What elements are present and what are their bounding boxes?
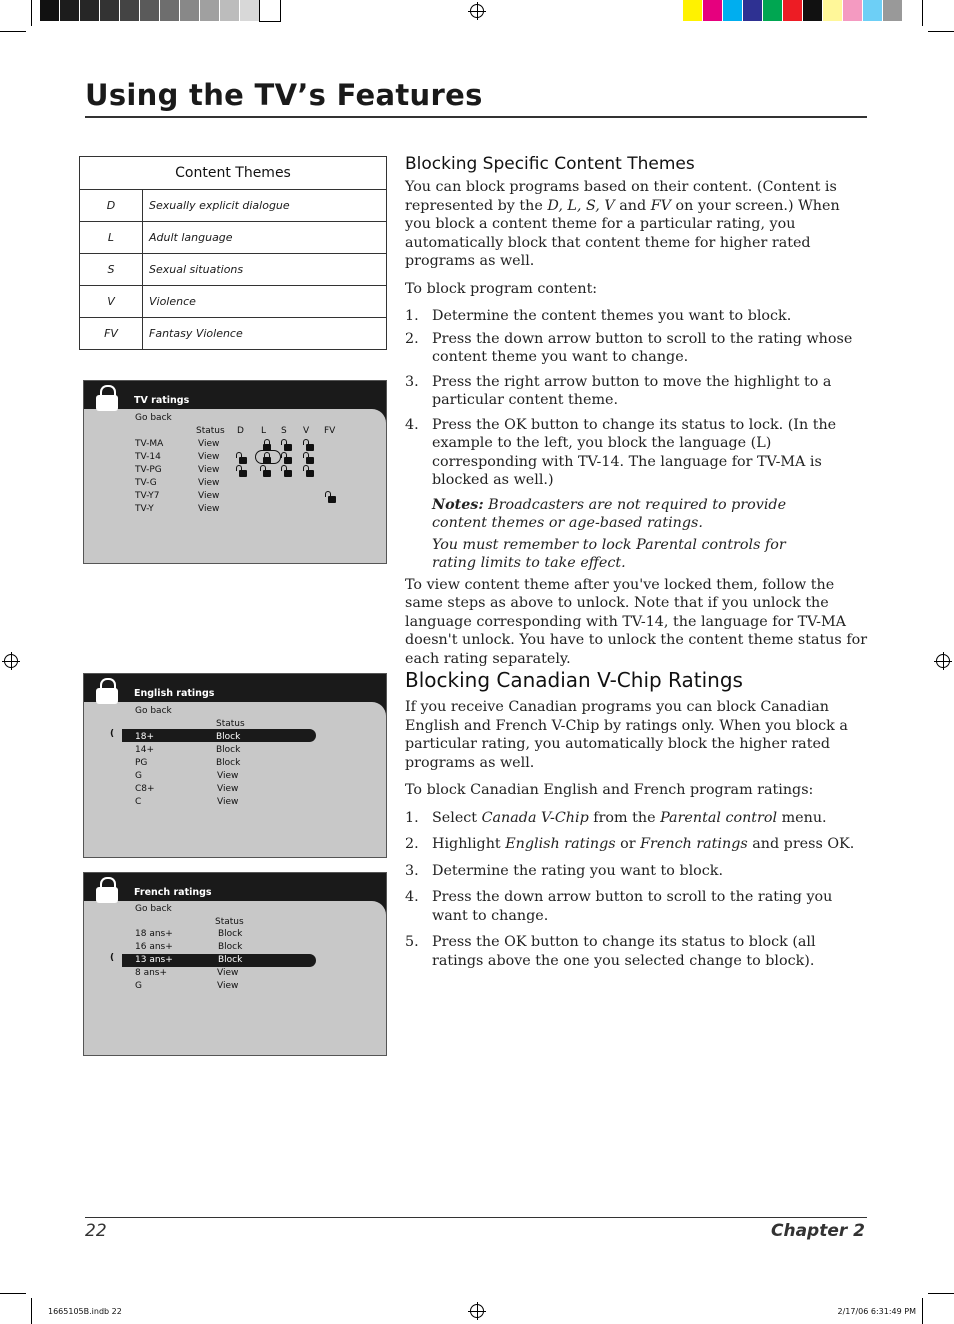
theme-desc: Sexual situations <box>143 254 387 286</box>
padlock-icon <box>96 678 120 704</box>
rating-label[interactable]: C <box>135 797 142 807</box>
paragraph: To view content theme after you've locked them, follow the same steps as above to unlock. Note that if you unlock the language corresponding with TV-14, the language for TV-MA doesn't unlock. You have to unlock the content theme status for each rating separately. <box>405 576 868 667</box>
registration-mark-icon <box>470 1304 484 1318</box>
steps-list <box>405 307 870 490</box>
color-swatch <box>120 0 140 21</box>
crop-mark <box>31 1298 32 1324</box>
page-number: 22 <box>85 1221 107 1241</box>
rating-status[interactable]: Block <box>216 732 241 742</box>
rating-status[interactable]: View <box>198 504 220 514</box>
rating-status[interactable]: View <box>198 439 220 449</box>
list-item: 5. Press the OK button to change its status to block (all ratings above the one you selected change to block). <box>405 934 816 969</box>
table-row <box>80 286 387 318</box>
rating-label[interactable]: PG <box>135 758 148 768</box>
color-swatch <box>200 0 220 21</box>
padlock-icon <box>96 877 120 903</box>
section1-body <box>405 178 870 677</box>
color-swatch <box>763 0 783 21</box>
list-item: 3. Determine the rating you want to block. <box>405 862 723 879</box>
rating-label[interactable]: 18 ans+ <box>135 929 173 939</box>
steps-list <box>405 809 870 971</box>
section-heading: Blocking Specific Content Themes <box>405 154 695 174</box>
rating-status[interactable]: View <box>217 784 239 794</box>
rating-label[interactable]: TV-Y7 <box>135 491 160 501</box>
rating-label[interactable]: 16 ans+ <box>135 942 173 952</box>
footer-rule <box>85 1217 867 1218</box>
rating-label[interactable]: 13 ans+ <box>135 955 173 965</box>
rating-label[interactable]: C8+ <box>135 784 155 794</box>
status-header: Status <box>196 426 225 436</box>
rating-status[interactable]: View <box>198 491 220 501</box>
padlock-icon <box>96 385 120 411</box>
rating-status[interactable]: View <box>217 771 239 781</box>
crop-mark <box>928 1293 954 1294</box>
rating-label[interactable]: G <box>135 981 142 991</box>
color-swatch <box>140 0 160 21</box>
lock-open-icon[interactable] <box>306 457 314 464</box>
registration-mark-icon <box>470 4 484 18</box>
color-swatch <box>783 0 803 21</box>
crop-mark <box>922 1298 923 1324</box>
rating-status[interactable]: View <box>217 968 239 978</box>
lock-open-icon[interactable] <box>306 444 314 451</box>
screen-title: English ratings <box>134 688 215 699</box>
color-swatch <box>80 0 100 21</box>
color-swatch <box>100 0 120 21</box>
color-swatch <box>683 0 703 21</box>
color-swatch <box>260 0 280 21</box>
go-back-item[interactable]: Go back <box>135 904 172 914</box>
list-item: 1. Determine the content themes you want to block. <box>405 308 792 324</box>
paragraph: To block Canadian English and French program ratings: <box>405 782 814 798</box>
page-title: Using the TV’s Features <box>85 78 483 112</box>
theme-code: L <box>80 222 143 254</box>
rating-label[interactable]: TV-G <box>135 478 157 488</box>
list-item: 3. Press the right arrow button to move the highlight to a particular content theme. <box>405 373 832 408</box>
col-header-s: S <box>281 426 287 436</box>
rating-label[interactable]: TV-MA <box>135 439 164 449</box>
rating-status[interactable]: Block <box>218 929 243 939</box>
lock-open-icon[interactable] <box>239 457 247 464</box>
lock-open-icon[interactable] <box>306 470 314 477</box>
color-swatch <box>863 0 883 21</box>
col-header-l: L <box>261 426 267 436</box>
crop-mark <box>0 1293 26 1294</box>
col-header-fv: FV <box>324 426 336 436</box>
gray-calibration-bar <box>40 0 280 21</box>
rating-status[interactable]: View <box>198 478 220 488</box>
color-swatch <box>160 0 180 21</box>
color-swatch <box>843 0 863 21</box>
table-row <box>80 318 387 350</box>
color-swatch <box>220 0 240 21</box>
list-item: 4. Press the down arrow button to scroll to the rating you want to change. <box>405 889 833 924</box>
paragraph: To block program content: <box>405 280 598 297</box>
crop-mark <box>922 0 923 26</box>
theme-desc: Fantasy Violence <box>143 318 387 350</box>
screen-title: French ratings <box>134 887 212 898</box>
paragraph: If you receive Canadian programs you can block Canadian English and French V-Chip by ratings only. When you block a particular rating, you automatically block the higher rated programs as well. <box>405 699 848 771</box>
rating-label[interactable]: TV-14 <box>135 452 161 462</box>
rating-label[interactable]: TV-PG <box>135 465 162 475</box>
tv-ratings-screen <box>83 380 387 564</box>
section2-body <box>405 698 870 970</box>
status-header: Status <box>215 917 244 927</box>
rating-status[interactable]: View <box>217 797 239 807</box>
registration-mark-icon <box>4 654 18 668</box>
lock-open-icon[interactable] <box>263 470 271 477</box>
selection-arrow-icon: ( <box>110 729 115 739</box>
color-swatch <box>803 0 823 21</box>
rating-label[interactable]: 18+ <box>135 732 154 742</box>
color-swatch <box>60 0 80 21</box>
list-item: 2. Highlight English ratings or French ratings and press OK. <box>405 836 855 852</box>
table-row <box>80 222 387 254</box>
crop-mark <box>0 31 26 32</box>
chapter-label: Chapter 2 <box>770 1221 865 1241</box>
list-item: 4. Press the OK button to change its status to lock. (In the example to the left, you block the language (L) corresponding with TV-14. The language for TV-MA is blocked as well.) <box>405 416 837 488</box>
col-header-d: D <box>237 426 244 436</box>
content-themes-header: Content Themes <box>80 157 387 190</box>
rating-label[interactable]: G <box>135 771 142 781</box>
color-swatch <box>723 0 743 21</box>
screen-title: TV ratings <box>134 395 190 406</box>
content-themes-table <box>79 156 387 350</box>
theme-code: FV <box>80 318 143 350</box>
rating-label[interactable]: 8 ans+ <box>135 968 168 978</box>
theme-code: D <box>80 190 143 222</box>
color-swatch <box>743 0 763 21</box>
selection-arrow-icon: ( <box>110 953 115 963</box>
color-swatch <box>823 0 843 21</box>
english-ratings-screen <box>83 673 387 858</box>
table-row <box>80 254 387 286</box>
color-swatch <box>883 0 903 21</box>
note: You must remember to lock Parental controls for rating limits to take effect. <box>432 536 786 571</box>
lock-open-icon[interactable] <box>239 470 247 477</box>
rating-status[interactable]: View <box>198 452 220 462</box>
title-rule <box>85 116 867 118</box>
lock-open-icon[interactable] <box>284 457 292 464</box>
list-item: 1. Select Canada V-Chip from the Parental control menu. <box>405 809 827 826</box>
rating-status[interactable]: View <box>198 465 220 475</box>
rating-label[interactable]: TV-Y <box>135 504 154 514</box>
lock-closed-icon[interactable] <box>263 457 271 464</box>
color-swatch <box>40 0 60 21</box>
theme-code: V <box>80 286 143 318</box>
rating-status[interactable]: Block <box>218 955 243 965</box>
color-swatch <box>240 0 260 21</box>
col-header-v: V <box>303 426 310 436</box>
lock-open-icon[interactable] <box>284 444 292 451</box>
paragraph: You can block programs based on their content. (Content is represented by the D, L, S, V and FV on your screen.) When you block a content theme for a particular rating, you automatically block that content theme for higher rated programs as well. <box>405 179 840 269</box>
list-item: 2. Press the down arrow button to scroll to the rating whose content theme you want to change. <box>405 330 853 365</box>
theme-desc: Sexually explicit dialogue <box>143 190 387 222</box>
go-back-item[interactable]: Go back <box>135 706 172 716</box>
lock-open-icon[interactable] <box>284 470 292 477</box>
rating-status[interactable]: Block <box>216 758 241 768</box>
slug-filename: 1665105B.indb 22 <box>48 1307 122 1316</box>
theme-code: S <box>80 254 143 286</box>
registration-mark-icon <box>936 654 950 668</box>
section-heading: Blocking Canadian V-Chip Ratings <box>405 668 743 692</box>
theme-desc: Violence <box>143 286 387 318</box>
slug-timestamp: 2/17/06 6:31:49 PM <box>837 1307 916 1316</box>
rating-label[interactable]: 14+ <box>135 745 154 755</box>
theme-desc: Adult language <box>143 222 387 254</box>
table-row <box>80 190 387 222</box>
crop-mark <box>928 31 954 32</box>
rating-status[interactable]: Block <box>218 942 243 952</box>
color-swatch <box>180 0 200 21</box>
rating-status[interactable]: View <box>217 981 239 991</box>
lock-open-icon[interactable] <box>328 496 336 503</box>
french-ratings-screen <box>83 872 387 1056</box>
go-back-item[interactable]: Go back <box>135 413 172 423</box>
crop-mark <box>31 0 32 26</box>
color-swatch <box>703 0 723 21</box>
status-header: Status <box>216 719 245 729</box>
color-calibration-bar <box>683 0 903 21</box>
note: Notes: Broadcasters are not required to provide content themes or age-based ratings. <box>432 496 787 531</box>
rating-status[interactable]: Block <box>216 745 241 755</box>
